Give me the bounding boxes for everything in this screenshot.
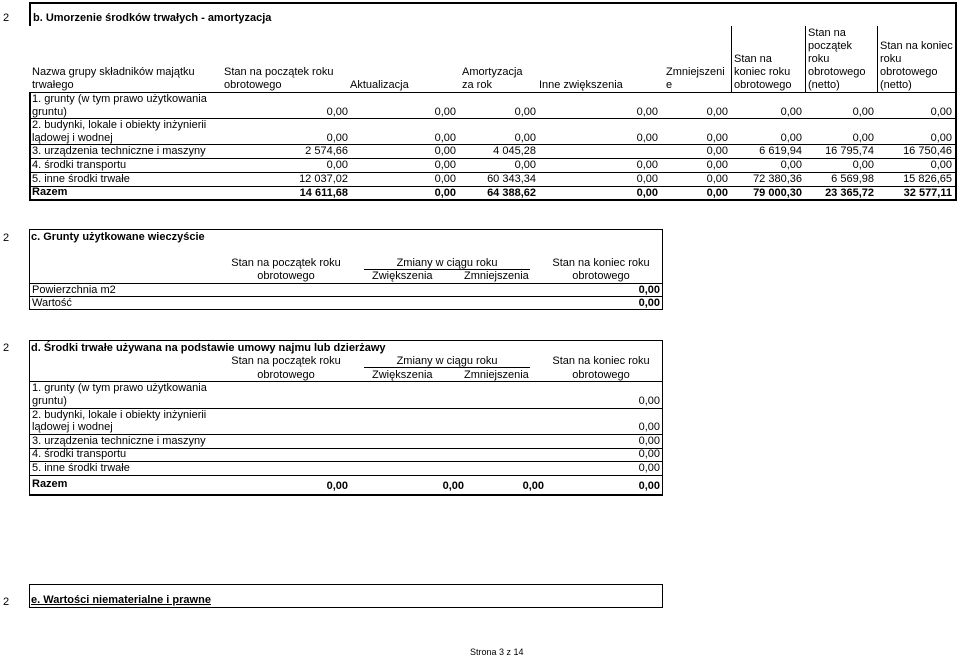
cell: 0,00 — [636, 173, 658, 185]
header-increase: Zwiększenia — [372, 369, 433, 381]
row-label-cont: gruntu) — [32, 106, 67, 118]
row-label: Powierzchnia m2 — [32, 284, 116, 296]
cell: 0,00 — [930, 132, 952, 144]
cell: 0,00 — [780, 132, 802, 144]
header-changes: Zmiany w ciągu roku — [396, 257, 498, 269]
cell: 0,00 — [706, 159, 728, 171]
cell: 0,00 — [434, 173, 456, 185]
total-cell: 0,00 — [638, 480, 660, 492]
total-cell: 0,00 — [706, 187, 728, 199]
section-title: b. Umorzenie środków trwałych - amortyzacja — [33, 12, 272, 24]
cell: 0,00 — [706, 145, 728, 157]
header-amort-1: Amortyzacja — [462, 66, 523, 78]
header-col-name-2: trwałego — [32, 79, 74, 91]
cell: 0,00 — [434, 159, 456, 171]
total-cell: 64 388,62 — [487, 187, 536, 199]
cell: 0,00 — [706, 106, 728, 118]
row-label-cont: lądowej i wodnej — [32, 421, 113, 433]
header-changes: Zmiany w ciągu roku — [396, 355, 498, 367]
section-title: e. Wartości niematerialne i prawne — [31, 594, 211, 606]
row-label-cont: lądowej i wodnej — [32, 132, 113, 144]
header-decrease: Zmniejszenia — [464, 369, 529, 381]
section-number: 2 — [3, 12, 10, 24]
cell: 2 574,66 — [305, 145, 348, 157]
cell: 0,00 — [852, 132, 874, 144]
header-start-2: obrotowego — [257, 369, 315, 381]
cell: 0,00 — [638, 448, 660, 460]
cell: 0,00 — [434, 132, 456, 144]
header-end-net-2: roku — [880, 53, 902, 65]
section-title: d. Środki trwałe używana na podstawie umowy najmu lub dzierżawy — [31, 342, 386, 354]
header-decrease-1: Zmniejszeni — [666, 66, 725, 78]
header-start-net-4: obrotowego — [808, 66, 866, 78]
cell: 0,00 — [326, 132, 348, 144]
header-end-2: koniec roku — [734, 66, 791, 78]
header-revaluation: Aktualizacja — [350, 79, 409, 91]
header-start-2: obrotowego — [257, 270, 315, 282]
cell: 0,00 — [638, 284, 660, 296]
total-cell: 32 577,11 — [903, 187, 952, 199]
total-label: Razem — [32, 186, 68, 198]
page-number: Strona 3 z 14 — [470, 647, 524, 657]
row-label-cont: gruntu) — [32, 395, 67, 407]
cell: 0,00 — [636, 132, 658, 144]
cell: 0,00 — [852, 106, 874, 118]
cell: 6 569,98 — [831, 173, 874, 185]
row-label: 2. budynki, lokale i obiekty inżynierii — [32, 409, 207, 421]
header-end-net-1: Stan na koniec — [880, 40, 953, 52]
cell: 0,00 — [326, 159, 348, 171]
header-start-net-5: (netto) — [808, 79, 840, 91]
cell: 0,00 — [780, 159, 802, 171]
header-col-name-1: Nazwa grupy składników majątku — [32, 66, 195, 78]
cell: 0,00 — [930, 106, 952, 118]
total-cell: 14 611,68 — [299, 187, 348, 199]
total-cell: 0,00 — [522, 480, 544, 492]
row-label: 5. inne środki trwałe — [32, 462, 130, 474]
section-number: 2 — [3, 232, 10, 244]
total-cell: 0,00 — [636, 187, 658, 199]
row-label: 3. urządzenia techniczne i maszyny — [32, 145, 206, 157]
cell: 6 619,94 — [759, 145, 802, 157]
header-end-net-3: obrotowego — [880, 66, 938, 78]
cell: 0,00 — [636, 159, 658, 171]
cell: 12 037,02 — [299, 173, 348, 185]
header-increase: Zwiększenia — [372, 270, 433, 282]
row-label: 5. inne środki trwałe — [32, 173, 130, 185]
cell: 15 826,65 — [903, 173, 952, 185]
row-label: 1. grunty (w tym prawo użytkowania — [32, 93, 207, 105]
cell: 0,00 — [514, 159, 536, 171]
section-title: c. Grunty użytkowane wieczyście — [31, 231, 205, 243]
cell: 0,00 — [636, 106, 658, 118]
header-end-2: obrotowego — [572, 270, 630, 282]
header-end-3: obrotowego — [734, 79, 792, 91]
cell: 0,00 — [434, 106, 456, 118]
header-decrease: Zmniejszenia — [464, 270, 529, 282]
cell: 0,00 — [638, 297, 660, 309]
total-cell: 0,00 — [442, 480, 464, 492]
cell: 0,00 — [706, 173, 728, 185]
header-start-net-2: początek — [808, 40, 853, 52]
header-decrease-2: e — [666, 79, 673, 91]
row-label: Wartość — [32, 297, 72, 309]
row-label: 2. budynki, lokale i obiekty inżynierii — [32, 119, 207, 131]
section-number: 2 — [3, 596, 10, 608]
cell: 0,00 — [638, 395, 660, 407]
row-label: 1. grunty (w tym prawo użytkowania — [32, 382, 207, 394]
total-label: Razem — [32, 478, 68, 490]
cell: 0,00 — [638, 435, 660, 447]
row-label: 4. środki transportu — [32, 448, 127, 460]
cell: 0,00 — [852, 159, 874, 171]
cell: 4 045,28 — [493, 145, 536, 157]
row-label: 4. środki transportu — [32, 159, 127, 171]
cell: 0,00 — [326, 106, 348, 118]
cell: 0,00 — [706, 132, 728, 144]
total-cell: 0,00 — [326, 480, 348, 492]
header-start-2: obrotowego — [224, 79, 282, 91]
header-end-1: Stan na koniec roku — [552, 257, 650, 269]
header-end-1: Stan na — [734, 53, 772, 65]
section-number: 2 — [3, 342, 10, 354]
header-amort-2: za rok — [462, 79, 492, 91]
header-end-2: obrotowego — [572, 369, 630, 381]
header-start-net-3: roku — [808, 53, 830, 65]
header-start-1: Stan na początek roku — [231, 257, 341, 269]
cell: 16 750,46 — [903, 145, 952, 157]
cell: 0,00 — [638, 421, 660, 433]
cell: 0,00 — [514, 132, 536, 144]
cell: 0,00 — [638, 462, 660, 474]
cell: 0,00 — [514, 106, 536, 118]
header-start-1: Stan na początek roku — [224, 66, 334, 78]
total-cell: 79 000,30 — [753, 187, 802, 199]
cell: 72 380,36 — [753, 173, 802, 185]
header-end-net-4: (netto) — [880, 79, 912, 91]
header-end-1: Stan na koniec roku — [552, 355, 650, 367]
cell: 0,00 — [930, 159, 952, 171]
cell: 60 343,34 — [487, 173, 536, 185]
header-other-increase: Inne zwiększenia — [539, 79, 623, 91]
cell: 0,00 — [780, 106, 802, 118]
total-cell: 0,00 — [434, 187, 456, 199]
row-label: 3. urządzenia techniczne i maszyny — [32, 435, 206, 447]
cell: 16 795,74 — [825, 145, 874, 157]
total-cell: 23 365,72 — [825, 187, 874, 199]
header-start-1: Stan na początek roku — [231, 355, 341, 367]
header-start-net-1: Stan na — [808, 27, 846, 39]
cell: 0,00 — [434, 145, 456, 157]
